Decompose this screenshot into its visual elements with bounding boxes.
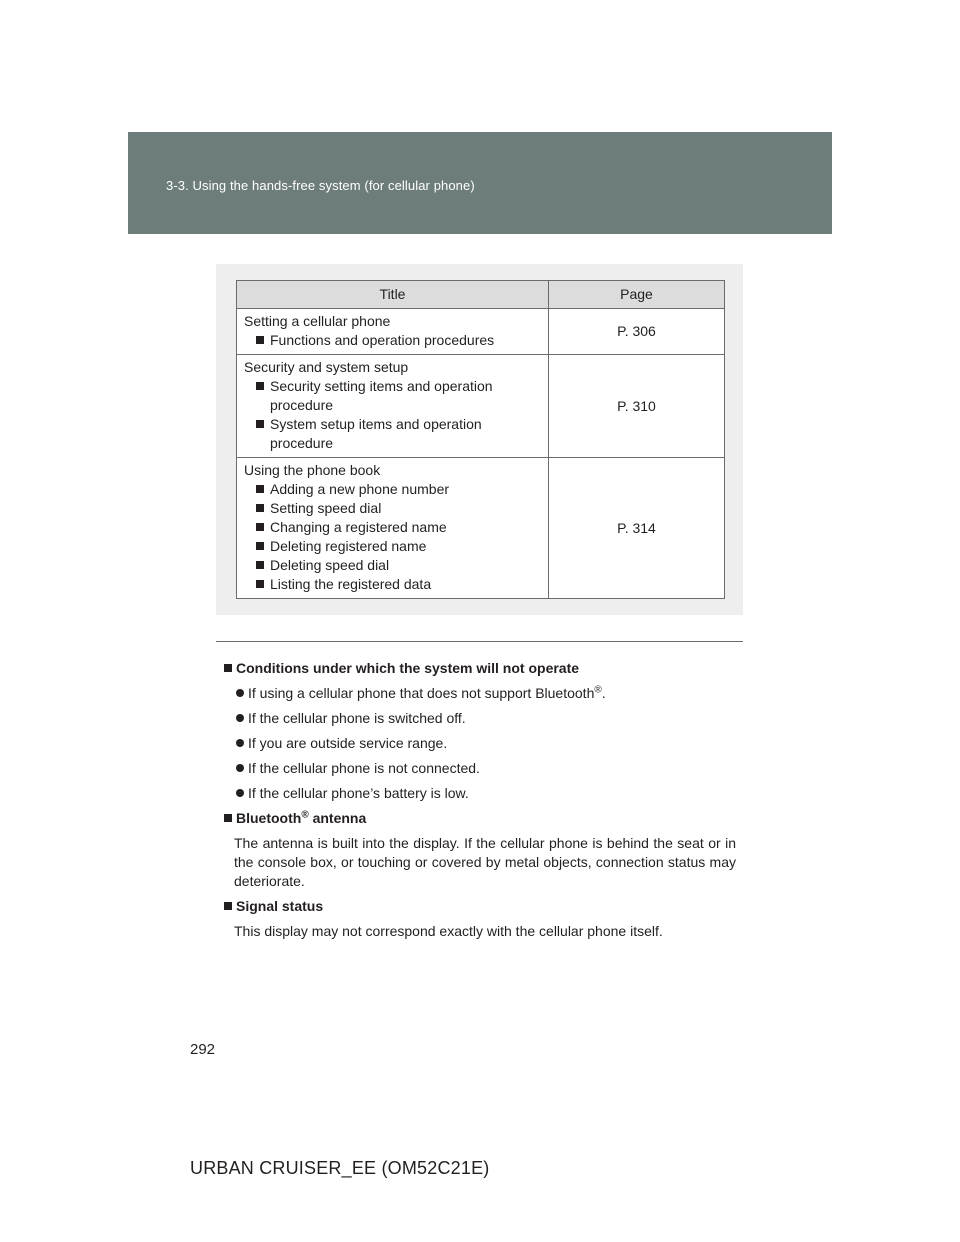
list-item xyxy=(236,684,736,703)
note-heading-text: Conditions under which the system will not operate xyxy=(236,660,580,676)
square-bullet-icon xyxy=(256,485,264,493)
list-item xyxy=(244,415,542,453)
square-bullet-icon xyxy=(256,382,264,390)
conditions-list xyxy=(236,684,736,803)
index-table-panel xyxy=(216,264,743,615)
list-item-label: Deleting registered name xyxy=(270,538,427,554)
footer-model-code: URBAN CRUISER_EE (OM52C21E) xyxy=(190,1158,490,1178)
list-item-text: If you are outside service range. xyxy=(248,735,448,751)
round-bullet-icon xyxy=(236,689,244,697)
list-item-label: System setup items and operation procedure xyxy=(270,416,482,451)
list-item-label: Changing a registered name xyxy=(270,519,447,535)
list-item xyxy=(236,709,736,728)
antenna-paragraph: The antenna is built into the display. If the cellular phone is behind the seat or in the console box, or touching or covered by metal objects, connection status may deteriorate. xyxy=(234,835,736,889)
section-divider xyxy=(216,641,743,642)
list-item xyxy=(244,518,542,537)
note-heading-signal xyxy=(224,897,736,916)
list-item xyxy=(244,537,542,556)
round-bullet-icon xyxy=(236,714,244,722)
sub-item-list xyxy=(244,480,542,594)
table-header-row xyxy=(237,281,725,309)
list-item-label: Setting speed dial xyxy=(270,500,382,516)
column-header-title: Title xyxy=(237,281,549,309)
list-item xyxy=(244,575,542,594)
list-item xyxy=(244,377,542,415)
list-item xyxy=(244,556,542,575)
registered-mark: ® xyxy=(301,809,309,821)
table-cell-page: P. 306 xyxy=(549,309,725,355)
list-item-text: If using a cellular phone that does not support Bluetooth xyxy=(248,685,595,701)
table-cell-page: P. 314 xyxy=(549,458,725,599)
note-heading-text: Bluetooth xyxy=(236,810,302,826)
square-bullet-icon xyxy=(256,542,264,550)
square-bullet-icon xyxy=(224,664,232,672)
list-item xyxy=(236,784,736,803)
page-number: 292 xyxy=(190,1041,216,1058)
note-heading-text-tail: antenna xyxy=(308,810,367,826)
table-row xyxy=(237,355,725,458)
table-row xyxy=(237,458,725,599)
square-bullet-icon xyxy=(256,336,264,344)
list-item-label: Adding a new phone number xyxy=(270,481,450,497)
table-cell-title xyxy=(237,309,549,355)
list-item-text: If the cellular phone’s battery is low. xyxy=(248,785,469,801)
table-cell-page: P. 310 xyxy=(549,355,725,458)
table-cell-title xyxy=(237,458,549,599)
list-item-label: Listing the registered data xyxy=(270,576,432,592)
list-item-label: Security setting items and operation procedure xyxy=(270,378,493,413)
list-item-text: If the cellular phone is switched off. xyxy=(248,710,466,726)
group-title: Setting a cellular phone xyxy=(244,313,391,329)
square-bullet-icon xyxy=(256,561,264,569)
group-title: Using the phone book xyxy=(244,462,381,478)
note-heading-text: Signal status xyxy=(236,898,324,914)
square-bullet-icon xyxy=(256,420,264,428)
group-title: Security and system setup xyxy=(244,359,409,375)
square-bullet-icon xyxy=(256,504,264,512)
table-row xyxy=(237,309,725,355)
list-item-label: Deleting speed dial xyxy=(270,557,390,573)
sub-item-list xyxy=(244,377,542,453)
round-bullet-icon xyxy=(236,739,244,747)
note-heading-conditions xyxy=(224,659,736,678)
section-title: 3-3. Using the hands-free system (for cellular phone) xyxy=(166,178,475,193)
list-item xyxy=(244,499,542,518)
square-bullet-icon xyxy=(224,902,232,910)
list-item xyxy=(236,734,736,753)
list-item xyxy=(244,331,542,350)
column-header-page: Page xyxy=(549,281,725,309)
notes-section xyxy=(224,659,736,941)
list-item xyxy=(244,480,542,499)
list-item-label: Functions and operation procedures xyxy=(270,332,495,348)
round-bullet-icon xyxy=(236,789,244,797)
round-bullet-icon xyxy=(236,764,244,772)
list-item-tail: . xyxy=(601,685,606,701)
table-cell-title xyxy=(237,355,549,458)
square-bullet-icon xyxy=(224,814,232,822)
list-item xyxy=(236,759,736,778)
square-bullet-icon xyxy=(256,523,264,531)
note-heading-antenna xyxy=(224,809,736,828)
registered-mark: ® xyxy=(594,684,602,696)
sub-item-list xyxy=(244,331,542,350)
list-item-text: If the cellular phone is not connected. xyxy=(248,760,480,776)
section-header-band xyxy=(128,132,832,234)
square-bullet-icon xyxy=(256,580,264,588)
index-table xyxy=(236,280,725,599)
signal-paragraph: This display may not correspond exactly with the cellular phone itself. xyxy=(234,923,663,939)
